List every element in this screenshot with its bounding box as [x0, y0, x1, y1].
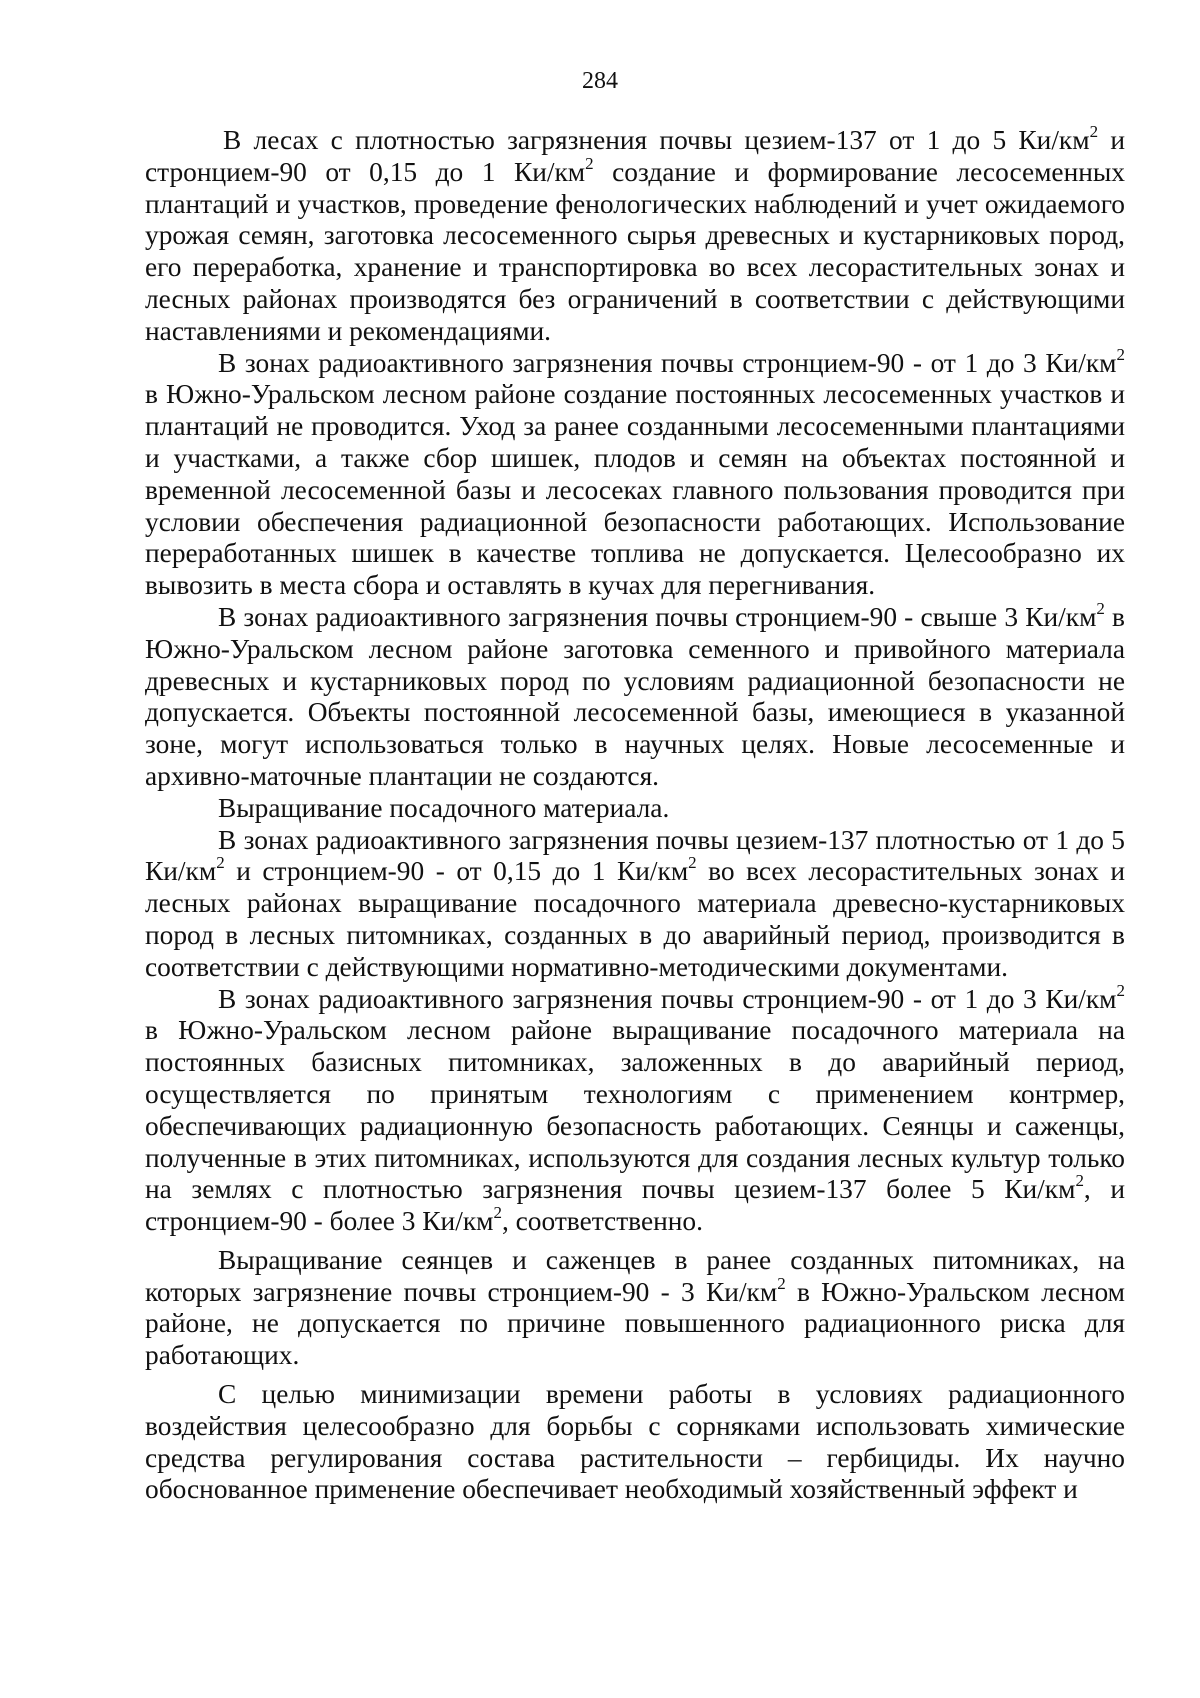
superscript: 2: [1116, 344, 1125, 364]
text-run: В лесах с плотностью загрязнения почвы цезием-137 от 1 до 5 Ки/км: [223, 125, 1090, 155]
text-run: в Южно-Уральском лесном районе создание постоянных лесосеменных участков и плантаций не проводится. Уход за ранее созданными лесосеменными плантациями и участками, а также сбор шишек, плодов и семян на объектах постоянной и временной лесосеменной базы и лесосеках главного пользования проводится при условии обеспечения радиационной безопасности работающих. Использование переработанных шишек в качестве топлива не допускается. Целесообразно их вывозить в места сбора и оставлять в кучах для перегнивания.: [145, 379, 1125, 601]
text-run: В зонах радиоактивного загрязнения почвы стронцием-90 - свыше 3 Ки/км: [218, 601, 1097, 632]
text-run: , соответственно.: [501, 1206, 703, 1237]
text-run: во всех лесорастительных зонах и лесных районах выращивание посадочного материала древесно-кустарниковых пород в лесных питомниках, созданных в до аварийный период, производится в соответствии с действующими нормативно-методическими документами.: [145, 856, 1125, 982]
superscript: 2: [1116, 980, 1125, 1000]
text-run: в Южно-Уральском лесном районе, не допускается по причине повышенного радиационного риска для работающих.: [145, 1276, 1125, 1371]
text-run: создание и формирование лесосеменных плантаций и участков, проведение фенологических наблюдений и учет ожидаемого урожая семян, заготовка лесосеменного сырья древесных и кустарниковых пород, его переработка, хранение и транспортировка во всех лесорастительных зонах и лесных районах производятся без ограничений в соответствии с действующими наставлениями и рекомендациями.: [145, 156, 1126, 346]
text-run: и стронцием-90 - от 0,15 до 1 Ки/км: [224, 856, 689, 887]
page-number: 284: [582, 68, 618, 94]
text-run: в Южно-Уральском лесном районе заготовка семенного и привойного материала древесных и кустарниковых пород по условиям радиационной безопасности не допускается. Объекты постоянной лесосеменной базы, имеющиеся в указанной зоне, могут использоваться только в научных целях. Новые лесосеменные и архивно-маточные плантации не создаются.: [145, 601, 1125, 791]
paragraph: [145, 121, 1126, 348]
text-run: и стронцием-90 от 0,15 до 1 Ки/км: [145, 125, 1125, 187]
text-run: В зонах радиоактивного загрязнения почвы стронцием-90 - от 1 до 3 Ки/км: [218, 347, 1117, 378]
text-run: Выращивание посадочного материала.: [218, 792, 670, 823]
text-run: , и стронцием-90 - более 3 Ки/км: [145, 1174, 1126, 1237]
text-run: Выращивание сеянцев и саженцев в ранее созданных питомниках, на которых загрязнение почвы стронцием-90 - 3 Ки/км: [145, 1244, 1125, 1307]
paragraph: [145, 1245, 1125, 1372]
paragraph: [145, 1379, 1125, 1506]
body-text: [145, 121, 1126, 1506]
superscript: 2: [1089, 121, 1099, 141]
text-run: В зонах радиоактивного загрязнения почвы цезием-137 плотностью от 1 до 5 Ки/км: [145, 824, 1125, 887]
paragraph: [145, 598, 1125, 793]
superscript: 2: [493, 1202, 502, 1222]
superscript: 2: [585, 153, 594, 173]
superscript: 2: [688, 853, 697, 873]
superscript: 2: [777, 1273, 786, 1293]
paragraph: [145, 793, 1125, 825]
text-run: в Южно-Уральском лесном районе выращивание посадочного материала на постоянных базисных питомниках, заложенных в до аварийный период, осуществляется по принятым технологиям с применением контрмер, обеспечивающих радиационную безопасность работающих. Сеянцы и саженцы, полученные в этих питомниках, используются для создания лесных культур только на землях с плотностью загрязнения почвы цезием-137 более 5 Ки/км: [145, 1015, 1125, 1205]
paragraph: [145, 980, 1126, 1238]
text-run: С целью минимизации времени работы в условиях радиационного воздействия целесообразно для борьбы с сорняками использовать химические средства регулирования состава растительности – гербициды. Их научно обоснованное применение обеспечивает необходимый хозяйственный эффект и: [145, 1379, 1125, 1505]
paragraph: [145, 344, 1125, 602]
text-run: В зонах радиоактивного загрязнения почвы стронцием-90 - от 1 до 3 Ки/км: [218, 983, 1117, 1014]
paragraph: [145, 825, 1125, 984]
superscript: 2: [216, 853, 225, 873]
superscript: 2: [1075, 1171, 1084, 1191]
superscript: 2: [1096, 598, 1105, 618]
